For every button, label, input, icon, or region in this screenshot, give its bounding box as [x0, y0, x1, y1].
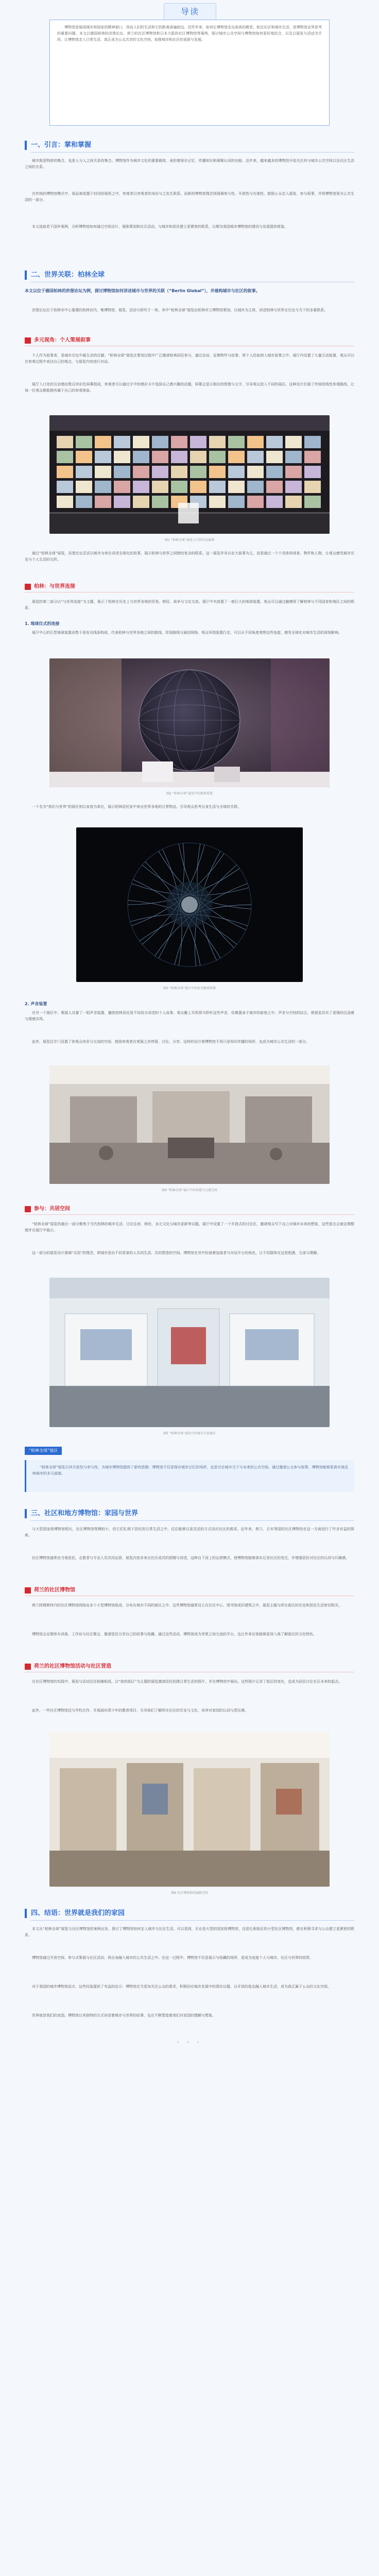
section-4-header: [25, 1906, 354, 1921]
after-fig2-paragraph: 一个名为“我们与世界”的展区则以家庭为单位，展示柏林居民家中来自世界各地的日常物品，引导观众思考自身生活与全球的关联。: [32, 805, 242, 809]
sub-header-2-label: 柏林：与世界连接: [34, 584, 75, 589]
figure-3-caption: 图3 “柏林全球”展厅中的发光地球装置: [163, 987, 216, 990]
sub4-paragraph-2: 博物馆会定期举办讲座、工作坊与社区聚会，邀请居民分享自己的故事与收藏。通过这些活动，博物馆成为邻里之间交流的平台，也让外来访客能够更深入地了解街区的文化特色。: [32, 1632, 317, 1636]
wall-tile: [152, 481, 168, 493]
wall-tile: [152, 451, 168, 463]
wall-tile: [76, 436, 92, 448]
sub3-paragraph-2: 这一部分的展览设计强调“共居”的理念，即城市是由不同背景的人共同生活、共同塑造的空间。博物馆在其中扮演着连接者与对话平台的角色，让不同群体在这里相遇、交流与理解。: [32, 1251, 321, 1255]
wall-tile: [152, 436, 168, 448]
wall-tile: [95, 451, 111, 463]
wall-tile: [133, 481, 149, 493]
photo-community-museum: [49, 1732, 330, 1887]
section-bar: [25, 1509, 27, 1518]
sub-header-5-label: 荷兰的社区博物馆活动与社区营造: [34, 1664, 111, 1669]
s4-paragraph-4: 世界就是我们的家园。博物馆以其独特的方式讲述着城市与世界的故事，也在不断塑造着我们对家园的理解与想象。: [32, 2013, 216, 2018]
photo-rest-area: [49, 1065, 330, 1184]
sub-header-1-label: 多元视角：个人策展叙事: [34, 337, 91, 343]
wall-tile: [57, 466, 73, 478]
sub-header-5: [25, 1661, 354, 1672]
wall-tile: [266, 496, 283, 508]
wall-tile: [95, 436, 111, 448]
highlight-block: [25, 1460, 354, 1492]
photo-globe-installation: [49, 658, 330, 787]
red-square: [25, 1206, 31, 1212]
wall-tile: [304, 466, 321, 478]
section-bar: [25, 1909, 27, 1918]
wall-tile: [95, 481, 111, 493]
wall-tile: [266, 466, 283, 478]
wall-tile: [114, 496, 130, 508]
figure-6-caption: 图6 社区博物馆的展陈空间: [171, 1891, 208, 1895]
sub-header-3-label: 参与：共居空间: [34, 1206, 70, 1212]
section-3-title: 三、社区和地方博物馆：家园与世界: [31, 1510, 139, 1517]
wall-tile: [190, 436, 206, 448]
wall-tile: [133, 436, 149, 448]
wall-tile: [228, 451, 245, 463]
wall-tile: [285, 451, 302, 463]
s4-paragraph-3: 对于我国的城市博物馆而言，这些经验提供了有益的启示：博物馆应当更加关注公众的需求，积极回应城市发展中的现实议题，以开放的姿态融入城市生活，成为真正属于公众的文化空间。: [32, 1985, 331, 1989]
wall-tile: [209, 496, 226, 508]
section-bar: [25, 270, 27, 280]
wall-tile: [152, 496, 168, 508]
wall-tile: [114, 481, 130, 493]
wall-tile: [304, 436, 321, 448]
figure-5-caption: 图5 “柏林全球”展览中的城市生活展区: [163, 1432, 216, 1435]
photo-glowing-globe: [76, 827, 303, 982]
wall-tile: [171, 466, 187, 478]
wall-tile: [228, 496, 245, 508]
wall-tile: [76, 466, 92, 478]
s1-paragraph-1: 城市既是物质的集合，也是人与人之间关系的集合。博物馆作为城市文化的重要载体，承担着保存记忆、传播知识和凝聚认同的功能。近年来，越来越多的博物馆开始关注其与城市公共空间以及社区生活之间的关系。: [25, 159, 354, 170]
sub3-paragraph-1: “柏林全球”展览的最后一部分聚焦于当代柏林的城市生活，讨论住房、移民、多元文化与城市更新等议题。展厅中设置了一个开放式的讨论区，邀请观众写下自己对城市未来的想象，这些留言会被定期整理并在展厅中展示。: [25, 1222, 354, 1233]
sub-rule: [25, 1214, 354, 1215]
sub5-paragraph-2: 此外，一些社区博物馆还与学校合作，开展面向青少年的教育项目，引导他们了解所在社区的历史与文化，培养对家园的认同与责任感。: [32, 1708, 248, 1713]
wall-tile: [114, 451, 130, 463]
highlight-paragraph: “柏林全球”展览以其开放性与参与性，为城市博物馆提供了新的思路：博物馆不仅是保存城市记忆的场所，也是讨论城市当下与未来的公共空间。通过邀请公众参与叙事，博物馆能够更真实地反映城市的多元面貌。: [32, 1465, 348, 1476]
figure-2-caption: 图2 “柏林全球”展览中的地球装置: [166, 792, 213, 795]
section-2-header: [25, 268, 354, 282]
section-rule: [31, 1920, 354, 1921]
s3-paragraph-1: 与大型国家级博物馆相比，社区博物馆规模较小，但它们扎根于居民的日常生活之中，往往能够以更灵活的方式回应社区的需求。近年来，荷兰、日本等国的社区博物馆在这一方面进行了许多有益的探索。: [25, 1527, 354, 1538]
wall-tile: [171, 436, 187, 448]
list-heading-2: 2. 声音装置: [25, 1002, 47, 1006]
wall-tile: [114, 436, 130, 448]
wall-tile: [76, 451, 92, 463]
wall-tile: [247, 466, 264, 478]
section-1-header: [25, 138, 354, 152]
intro-paragraph: 博物馆是展现城市和国家的精神窗口，然而人们的生活和它的距离普遍较远。近些年来，如何让博物馆走出高高的殿堂，贴近社区和城市生活，是博物馆业界思考的重要问题。本文以德国柏林的洪堡论坛、荷兰的社区博物馆和日本大阪的社区博物馆等案例，探讨城市公共空间与博物馆如何更好地结合，以及以展览与活动为手段，让博物馆走入日常生活，真正成为公众共享的文化空间，助推城市和社区的更新与发展。: [57, 25, 322, 42]
wall-tile: [209, 481, 226, 493]
wall-tile: [228, 481, 245, 493]
s2-lead: 本文以位于德国柏林的洪堡论坛为例，探讨博物馆如何讲述城市与世界的关联（“Berlin Global”），并建构城市与社区的叙事。: [25, 289, 260, 293]
sub-header-1: [25, 335, 354, 346]
red-square: [25, 584, 31, 590]
section-bar: [25, 141, 27, 150]
wall-tile: [247, 436, 264, 448]
sub4-paragraph-1: 荷兰阿姆斯特丹的社区博物馆网络由多个小型博物馆组成，分布在城市不同的街区之中。这些博物馆通常设立在社区中心、图书馆或旧建筑之中，展览主题与所在街区的历史和居民生活密切相关。: [32, 1603, 342, 1607]
section-rule: [31, 1520, 354, 1521]
list-paragraph-1: 展厅中心的巨型地球装置由数千条发光线条构成，代表柏林与世界各地之间的航线、贸易路线与通信网络。观众环绕装置行走，可以从不同角度观察这些连接，感受全球化对城市生活的深刻影响。: [32, 631, 342, 635]
red-square: [25, 337, 31, 344]
wall-tile: [209, 451, 226, 463]
section-2-title: 二、世界关联：柏林全球: [31, 271, 105, 279]
sub5-paragraph-1: 在社区博物馆的实践中，展览与活动往往相辅相成。以“我的街区”为主题的展览邀请居民拍摄日常生活的照片，并在博物馆中展出。这些照片记录了街区的变化，也成为居民讨论社区未来的起点。: [32, 1680, 342, 1684]
wall-tile: [171, 481, 187, 493]
sub-header-3: [25, 1204, 354, 1215]
photo-city-life-area: [49, 1278, 330, 1427]
list-paragraph-2: 在另一个展区中，策展人设置了一组声音装置，播放柏林居民用不同语言讲述的个人故事。观众戴上耳机即可聆听这些声音，仿佛置身于城市的街巷之中。声音与空间的结合，使展览具有了更强的沉浸感与情感共鸣。: [25, 1011, 354, 1022]
sub-header-4-label: 荷兰的社区博物馆: [34, 1587, 75, 1593]
wall-tile: [95, 496, 111, 508]
wall-tile: [247, 451, 264, 463]
wall-tile: [285, 496, 302, 508]
wall-tile: [57, 451, 73, 463]
s4-paragraph-2: 博物馆通过开放空间、参与式策展与社区活动，将自身融入城市的公共生活之中。在这一过程中，博物馆不仅是展示与收藏的场所，更成为连接个人与城市、社区与世界的纽带。: [32, 1956, 313, 1960]
blue-tag: “柏林全球”展区: [25, 1447, 62, 1455]
intro-tag: 导读: [164, 3, 216, 21]
wall-tile: [76, 496, 92, 508]
red-square: [25, 1664, 31, 1670]
list-heading-1: 1. 地球仪式的连接: [25, 621, 60, 626]
intro-box: [49, 20, 330, 126]
wall-tile: [266, 481, 283, 493]
wall-tile: [152, 466, 168, 478]
wall-tile: [209, 436, 226, 448]
figure-4-caption: 图4 “柏林全球”展厅中的休憩与交流空间: [162, 1189, 217, 1192]
section-1-title: 一、引言：掌和掌握: [31, 141, 92, 149]
s1-paragraph-3: 本文选取若干国外案例，分析博物馆如何通过空间设计、展陈策划和社区活动，与城市和居民建立更紧密的联系，以期为我国城市博物馆的建设与发展提供借鉴。: [32, 225, 288, 229]
photo-interactive-wall: [49, 415, 330, 534]
wall-tile: [247, 496, 264, 508]
blue-sub-header: [25, 1445, 354, 1457]
sub1-paragraph-2: 展厅入口处的互动墙由数百块彩色屏幕组成，参观者可以通过手中的感应卡片选择自己感兴趣的话题，屏幕会显示相应的图像与文字，引导观众进入不同的展区。这种设计打破了传统的线性参观路线，让每一位观众都能拥有属于自己的参观体验。: [25, 382, 354, 393]
wall-tile: [171, 451, 187, 463]
sub-header-2: [25, 581, 354, 592]
s1-paragraph-2: 在传统的博物馆模式中，展品被放置于封闭的展柜之中，参观者以旁观者的身份与之发生联系。而新的博物馆理念则强调参与性、开放性与在地性，鼓励公众走入展览、参与叙事，并将博物馆视为公共生活的一部分。: [25, 192, 354, 202]
wall-tile: [285, 481, 302, 493]
wall-tile: [247, 481, 264, 493]
wall-tile: [76, 481, 92, 493]
wall-tile: [190, 451, 206, 463]
wall-tile: [285, 466, 302, 478]
wall-tile: [228, 436, 245, 448]
s2-paragraph-1: 洪堡论坛位于柏林市中心重建的柏林宫内，集博物馆、展览、活动与研究于一体。其中“柏林全球”展览由柏林市立博物馆策划，以城市为主体，讲述柏林与世界在历史与当下的多重联系。: [32, 308, 328, 312]
sub-header-4: [25, 1585, 354, 1596]
wall-tile: [304, 451, 321, 463]
wall-tile: [57, 481, 73, 493]
figure-1-caption: 图1 “柏林全球”展览入口的互动展墙: [165, 538, 214, 542]
wall-tile: [285, 436, 302, 448]
wall-tile: [114, 466, 130, 478]
wall-tile: [228, 466, 245, 478]
after-fig1-paragraph: 通过“柏林全球”展览，洪堡论坛尝试以城市为单位讲述全球化的故事，展示柏林与世界之间错综复杂的联系。这一展览并非以宏大叙事为主，而是通过一个个具体的场景、物件和人物，让观众感受城市历史与个人生活的交织。: [25, 551, 354, 562]
s3-paragraph-2: 社区博物馆通常由当地居民、志愿者与专业人员共同运营，展览内容多来自社区成员的捐赠与讲述。这种自下而上的运营模式，使博物馆能够真实记录社区的变迁，并增强居民对社区的认同与归属感。: [32, 1556, 349, 1560]
sub2-paragraph-1: 展览的第二部分以“与世界连接”为主题，展示了柏林在历史上与世界各地的贸易、移民、战争与文化交流。展厅中央放置了一座巨大的地球装置，观众可以通过触摸屏了解柏林与不同国家和地区之间的联系。: [25, 600, 354, 611]
section-3-header: [25, 1506, 354, 1521]
wall-tile: [266, 451, 283, 463]
end-divider: • • •: [177, 2040, 202, 2045]
wall-tile: [304, 496, 321, 508]
wall-tile: [57, 436, 73, 448]
wall-tile: [95, 466, 111, 478]
wall-tile: [266, 436, 283, 448]
wall-tile: [133, 466, 149, 478]
wall-tile: [133, 451, 149, 463]
wall-tile: [209, 466, 226, 478]
list-paragraph-3: 此外，展览还专门设置了供观众休息与交流的空间，鼓励参观者在观展之余停留、讨论、分享。这样的设计使博物馆不再只是知识传播的场所，也成为城市公共生活的一部分。: [32, 1040, 309, 1044]
sub1-paragraph-1: 个人作为叙事者，是城市历史中最生动的注脚。“柏林全球”展览在策划过程中广泛邀请柏林居民参与，通过访谈、征集物件与故事，将个人经验纳入城市叙事之中。展厅内设置了大量互动装置，观众可以在参观过程中表达自己的观点，与展览内容进行对话。: [25, 353, 354, 364]
wall-tile: [304, 481, 321, 493]
wall-tile: [190, 481, 206, 493]
s4-paragraph-1: 本文从“柏林全球”展览与社区博物馆的案例出发，探讨了博物馆如何走入城市与社区生活。可以看到，无论是大型的国家级博物馆，还是扎根街区的小型社区博物馆，都在积极寻求与公众建立更紧密的联系。: [25, 1927, 354, 1938]
section-4-title: 四、结语：世界就是我们的家园: [31, 1909, 125, 1917]
wall-tile: [57, 496, 73, 508]
red-square: [25, 1587, 31, 1594]
wall-tile: [133, 496, 149, 508]
wall-tile: [190, 466, 206, 478]
